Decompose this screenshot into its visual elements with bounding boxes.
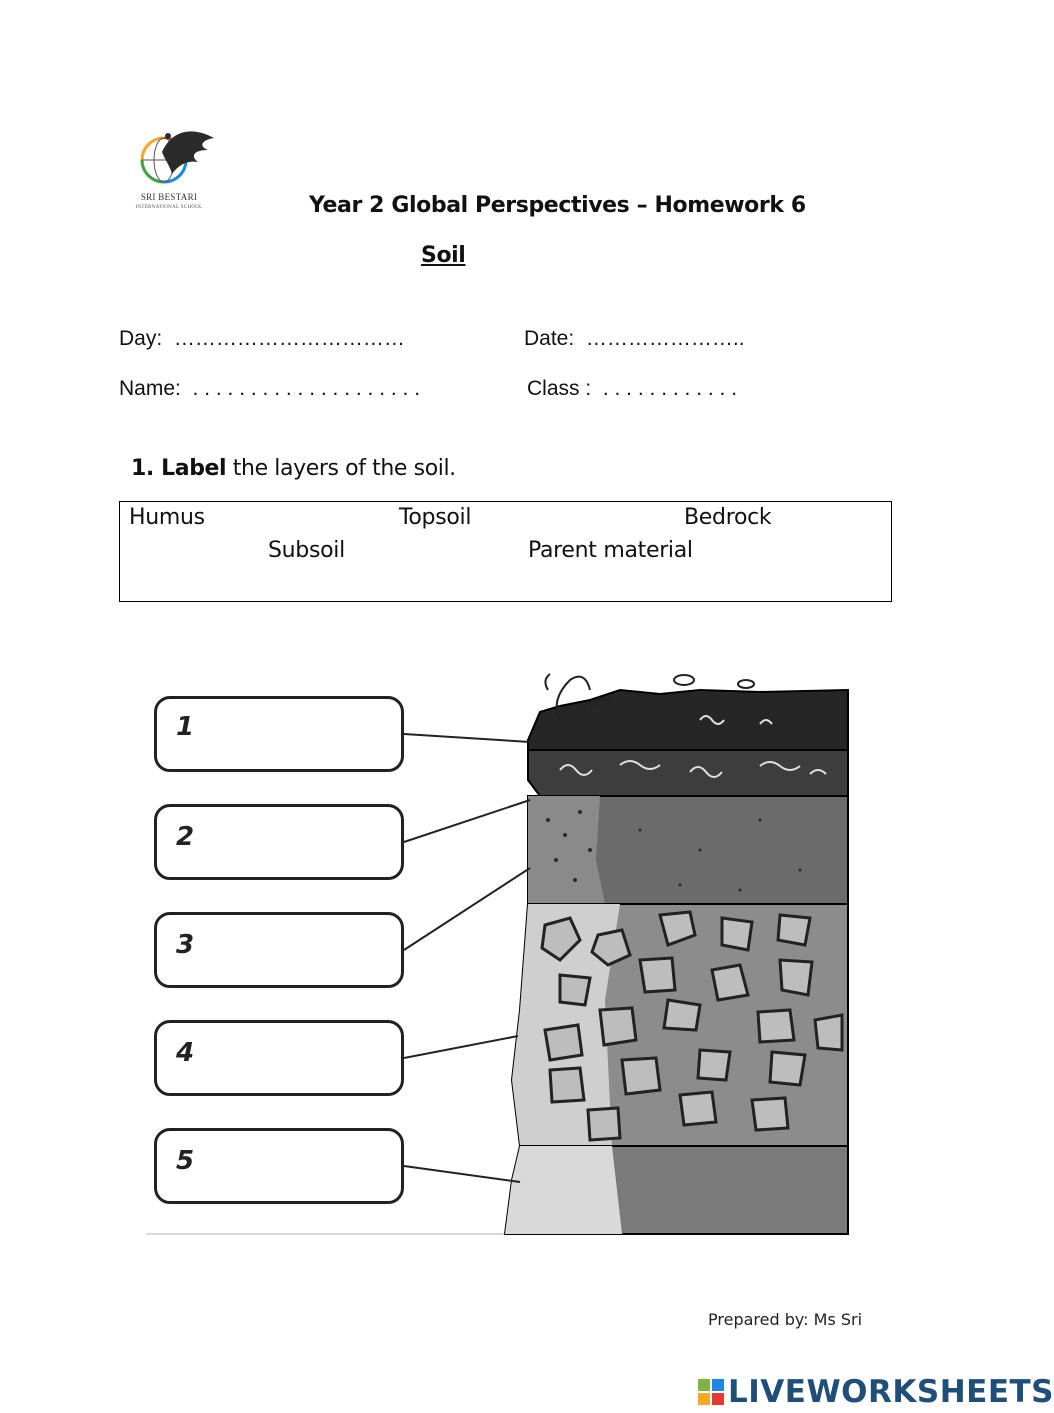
label-number-2: 2 bbox=[176, 822, 195, 852]
word-subsoil[interactable]: Subsoil bbox=[268, 538, 345, 563]
liveworksheets-icon bbox=[698, 1379, 724, 1405]
question-1-label: 1. Label bbox=[131, 456, 227, 481]
label-number-3: 3 bbox=[176, 930, 195, 960]
school-subtitle: INTERNATIONAL SCHOOL bbox=[135, 205, 203, 210]
page-subtitle: Soil bbox=[421, 243, 466, 268]
label-number-1: 1 bbox=[176, 712, 195, 742]
word-humus[interactable]: Humus bbox=[129, 505, 205, 530]
word-bedrock[interactable]: Bedrock bbox=[684, 505, 772, 530]
label-number-4: 4 bbox=[176, 1038, 195, 1068]
question-1-text: the layers of the soil. bbox=[226, 456, 456, 481]
class-field[interactable]: Class : . . . . . . . . . . . . bbox=[527, 377, 738, 400]
date-field[interactable]: Date: ………………….. bbox=[524, 327, 745, 350]
liveworksheets-brand[interactable]: LIVEWORKSHEETS bbox=[728, 1374, 1054, 1410]
label-number-5: 5 bbox=[176, 1146, 195, 1176]
day-field[interactable]: Day: …………………………… bbox=[119, 327, 405, 350]
word-parent-material[interactable]: Parent material bbox=[528, 538, 693, 563]
prepared-by: Prepared by: Ms Sri bbox=[708, 1310, 863, 1329]
page-title: Year 2 Global Perspectives – Homework 6 bbox=[309, 193, 806, 218]
name-field[interactable]: Name: . . . . . . . . . . . . . . . . . . . . bbox=[119, 377, 421, 400]
school-name: SRI BESTARI bbox=[140, 192, 198, 202]
word-topsoil[interactable]: Topsoil bbox=[399, 505, 472, 530]
